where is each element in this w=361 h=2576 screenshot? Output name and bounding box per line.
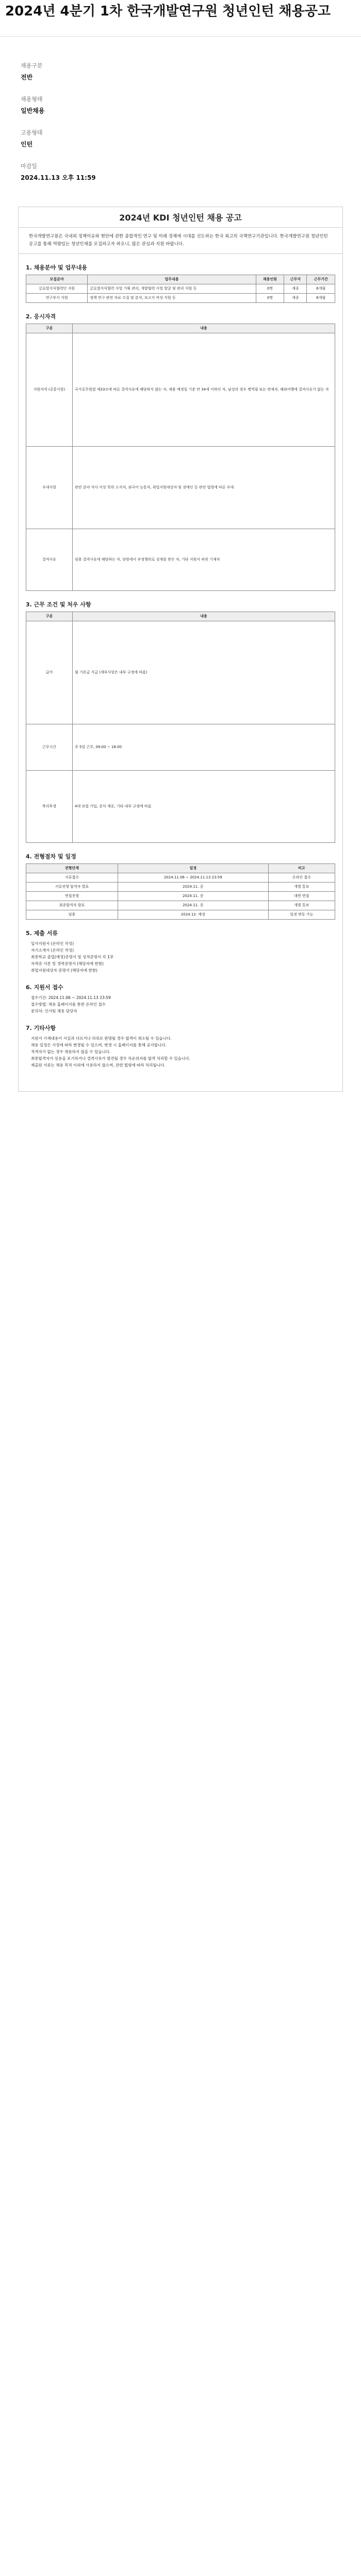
list-item: 접수방법: 채용 홈페이지를 통한 온라인 접수	[31, 1002, 106, 1007]
application-list	[31, 994, 332, 1014]
list-item: 입사지원서 (온라인 작성)	[31, 941, 74, 946]
table-row: 글로벌지식협력단 지원 글로벌지식협력 사업 기획 관리, 개발협력 사업 발굴 및 관리 지원 등 0명 세종 6개월	[26, 284, 335, 294]
table-row: 서류전형 합격자 발표 2024.11. 중 개별 통보	[26, 883, 335, 892]
qualification-table: 구분 내용 지원자격 (공통사항) 국가공무원법 제33조에 따른 결격사유에 해당하지 않는 자, 채용 예정일 기준 만 34세 이하인 자, 남성의 경우 병역필 또는 면제자, 해외여행에 결격사유가 없는 자 우대사항 관련 분야 석사 이상 학위 소지자, 외국어 능통자, 취업지원대상자 및 장애인 등 관련 법령에 따른 우대 결격사유 임용 결격사유에 해당하는 자, 당원에서 부정행위로 징계를 받은 자, 기타 지원서 허위 기재자	[26, 324, 335, 591]
conditions-table: 구분 내용 급여 월 기본급 지급 (세부사항은 내부 규정에 따름) 근무시간 주 5일 근무, 09:00 ~ 18:00 복리후생 4대 보험 가입, 중식 제공, 기타 내부 규정에 따름	[26, 612, 335, 843]
list-item: 최종학교 졸업(예정)증명서 및 성적증명서 각 1부	[31, 955, 114, 959]
list-item: 문의처: 인사팀 채용 담당자	[31, 1009, 77, 1013]
section-2-title: 2. 응시자격	[26, 313, 56, 320]
documents-list	[31, 940, 332, 974]
table-row: 복리후생 4대 보험 가입, 중식 제공, 기타 내부 규정에 따름	[26, 771, 335, 843]
list-item: 제출된 서류는 채용 목적 이외에 사용하지 않으며, 관련 법령에 따라 처리됩니다.	[31, 1063, 166, 1067]
list-item: 채용 일정은 사정에 따라 변경될 수 있으며, 변경 시 홈페이지를 통해 공지합니다.	[31, 1043, 167, 1047]
table-row: 결격사유 임용 결격사유에 해당하는 자, 당원에서 부정행위로 징계를 받은 자, 기타 지원서 허위 기재자	[26, 529, 335, 591]
meta-hire-form: 채용형태 일반채용	[21, 96, 45, 114]
section-7-title: 7. 기타사항	[26, 1025, 56, 1031]
list-item: 자기소개서 (온라인 작성)	[31, 948, 74, 953]
table-row: 근무시간 주 5일 근무, 09:00 ~ 18:00	[26, 724, 335, 771]
page-title: 2024년 4분기 1차 한국개발연구원 청년인턴 채용공고	[5, 4, 331, 19]
meta-deadline: 마감일 2024.11.13 오후 11:59	[21, 163, 96, 181]
list-item: 취업지원대상자 증명서 (해당자에 한함)	[31, 968, 97, 973]
other-notes-list	[31, 1035, 332, 1069]
notice-intro: 한국개발연구원은 국내외 정책이슈와 현안에 관한 종합적인 연구 및 미래 경제에 시대를 선도하는 한국 최고의 국책연구기관입니다. 한국개발연구원 청년인턴 공고를 통해 역량있는 청년인재를 모집하고자 하오니, 많은 관심과 지원 바랍니다.	[19, 228, 342, 254]
schedule-table: 전형단계 일정 비고 서류접수 2024.11.06 ~ 2024.11.13 23:59 온라인 접수 서류전형 합격자 발표 2024.11. 중 개별 통보 면접전형 2024.11. 중 대면 면접 최종합격자 발표 2024.11. 중 개별 통보 임용 2024.12. 예정 일정 변동 가능	[26, 863, 335, 920]
table-row: 급여 월 기본급 지급 (세부사항은 내부 규정에 따름)	[26, 621, 335, 724]
table-row: 최종합격자 발표 2024.11. 중 개별 통보	[26, 901, 335, 910]
notice-document	[18, 207, 343, 1092]
table-row: 지원자격 (공통사항) 국가공무원법 제33조에 따른 결격사유에 해당하지 않는 자, 채용 예정일 기준 만 34세 이하인 자, 남성의 경우 병역필 또는 면제자, 해외여행에 결격사유가 없는 자	[26, 333, 335, 447]
list-item: 적격자가 없는 경우 채용하지 않을 수 있습니다.	[31, 1049, 111, 1054]
table-row: 면접전형 2024.11. 중 대면 면접	[26, 892, 335, 901]
list-item: 지원서 기재내용이 사실과 다르거나 허위로 판명될 경우 합격이 취소될 수 있습니다.	[31, 1036, 172, 1041]
table-row: 연구부서 지원 정책 연구 관련 자료 수집 및 분석, 보고서 작성 지원 등 0명 세종 6개월	[26, 294, 335, 303]
section-1-title: 1. 채용분야 및 업무내용	[26, 264, 87, 271]
list-item: 접수기간: 2024.11.06 ~ 2024.11.13 23:59	[31, 995, 111, 1000]
section-5-title: 5. 제출 서류	[26, 930, 58, 937]
list-item: 최종합격자가 임용을 포기하거나 결격사유가 발견될 경우 차순위자를 합격 처리할 수 있습니다.	[31, 1056, 190, 1061]
notice-heading: 2024년 KDI 청년인턴 채용 공고	[19, 207, 342, 228]
list-item: 자격증 사본 및 경력증명서 (해당자에 한함)	[31, 961, 104, 966]
table-row: 서류접수 2024.11.06 ~ 2024.11.13 23:59 온라인 접수	[26, 873, 335, 883]
meta-employment-type: 고용형태 인턴	[21, 129, 43, 148]
posting-meta	[0, 37, 361, 182]
meta-recruit-type: 채용구분 전반	[21, 62, 43, 81]
section-3-title: 3. 근무 조건 및 처우 사항	[26, 601, 91, 608]
positions-table: 모집분야 업무내용 채용인원 근무지 근무기간 글로벌지식협력단 지원 글로벌지식협력 사업 기획 관리, 개발협력 사업 발굴 및 관리 지원 등 0명 세종 6개월 연구부서 지원 정책 연구 관련 자료 수집 및 분석, 보고서 작성 지원 등 0명 세종 6개월	[26, 275, 335, 303]
table-row: 우대사항 관련 분야 석사 이상 학위 소지자, 외국어 능통자, 취업지원대상자 및 장애인 등 관련 법령에 따른 우대	[26, 447, 335, 529]
table-row: 임용 2024.12. 예정 일정 변동 가능	[26, 910, 335, 920]
section-6-title: 6. 지원서 접수	[26, 984, 63, 991]
section-4-title: 4. 전형절차 및 일정	[26, 853, 76, 860]
